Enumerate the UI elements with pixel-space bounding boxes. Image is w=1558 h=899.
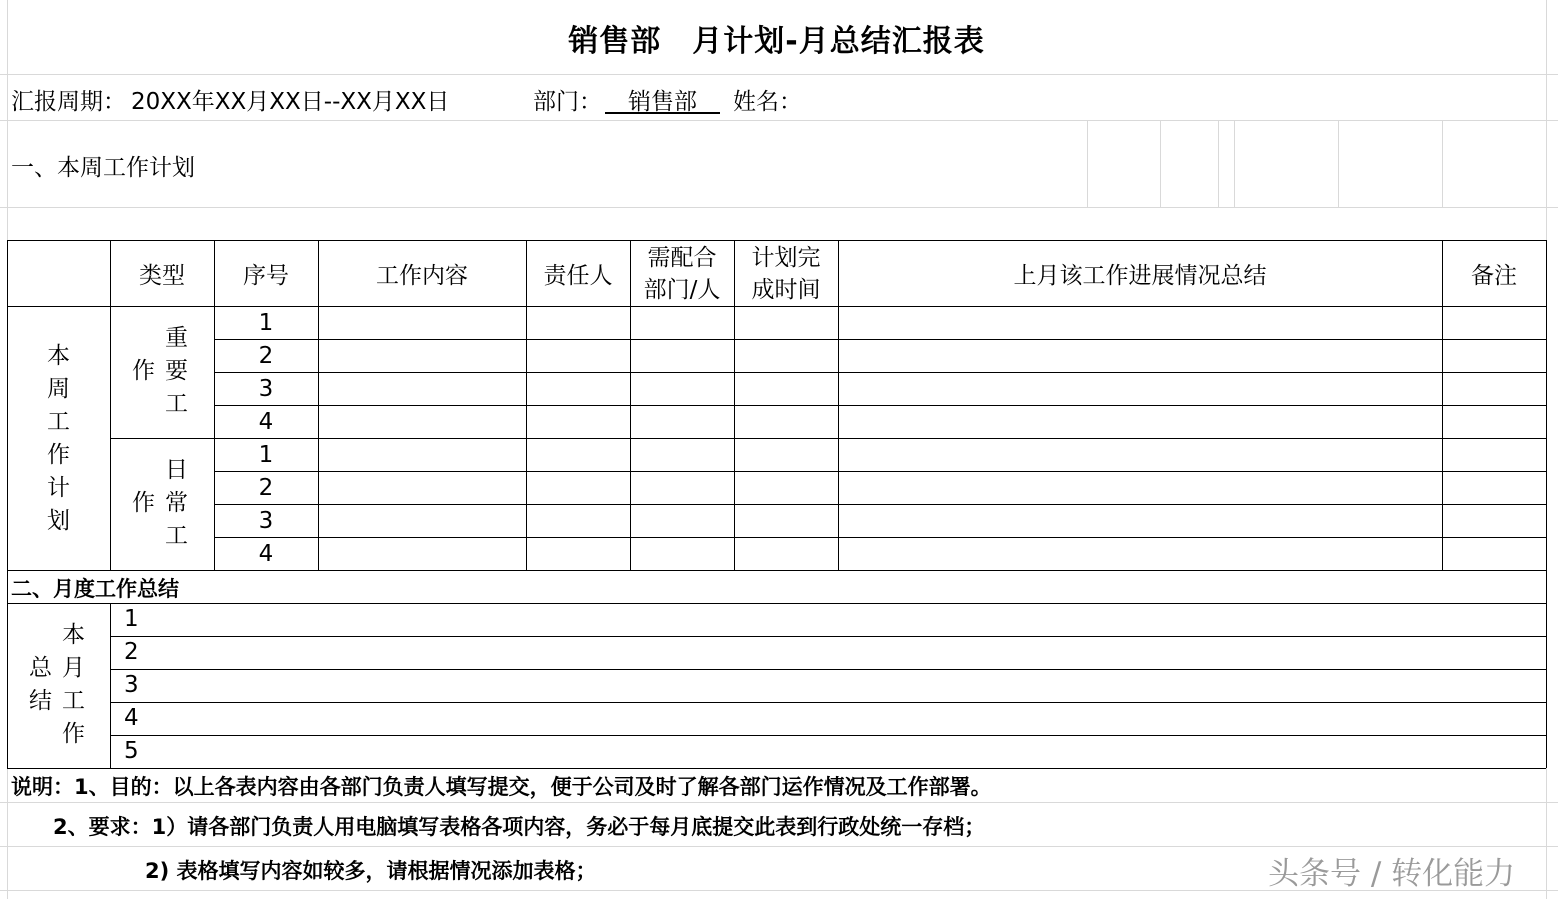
plan-row-number: 4 bbox=[258, 409, 274, 435]
daily-work-char: 工 bbox=[165, 523, 188, 549]
summary-row-number: 1 bbox=[124, 606, 139, 632]
section2-title: 二、月度工作总结 bbox=[11, 577, 179, 601]
important-work-col2 bbox=[165, 322, 188, 421]
monthly-summary-char: 作 bbox=[62, 721, 85, 747]
summary-row-number: 3 bbox=[124, 672, 139, 698]
plan-row-number: 3 bbox=[258, 508, 274, 534]
header-cooperation bbox=[630, 241, 734, 306]
important-work-char: 工 bbox=[165, 391, 188, 417]
name-label: 姓名： bbox=[733, 89, 802, 115]
weekly-plan-char: 工 bbox=[47, 408, 70, 435]
plan-row-number: 3 bbox=[258, 376, 274, 402]
important-work-char: 要 bbox=[165, 358, 188, 384]
monthly-summary-char: 总 bbox=[29, 655, 52, 681]
note-line-1: 说明：1、目的：以上各表内容由各部门负责人填写提交，便于公司及时了解各部门运作情况及工作部署。 bbox=[11, 775, 992, 799]
header-plan-time bbox=[734, 241, 838, 306]
header-plan-time-line1: 计划完 bbox=[751, 244, 821, 271]
important-work-char: 作 bbox=[132, 358, 155, 384]
important-work-char: 重 bbox=[165, 325, 188, 351]
weekly-plan-char: 周 bbox=[47, 375, 70, 402]
weekly-plan-char: 作 bbox=[47, 441, 70, 468]
period-label: 汇报周期： bbox=[11, 89, 126, 115]
weekly-plan-char: 划 bbox=[47, 507, 70, 534]
header-last-month: 上月该工作进展情况总结 bbox=[1013, 263, 1267, 289]
header-cooperation-line1: 需配合 bbox=[647, 244, 717, 271]
summary-row-number: 5 bbox=[124, 738, 139, 764]
plan-row-number: 4 bbox=[258, 541, 274, 567]
department-value: 销售部 bbox=[605, 89, 720, 115]
monthly-summary-char: 工 bbox=[62, 688, 85, 714]
header-owner: 责任人 bbox=[543, 263, 613, 289]
monthly-summary-label bbox=[7, 604, 110, 768]
weekly-plan-char: 计 bbox=[47, 474, 70, 501]
note-line-2: 2、要求：1）请各部门负责人用电脑填写表格各项内容，务必于每月底提交此表到行政处统一存档； bbox=[53, 815, 986, 839]
header-content: 工作内容 bbox=[376, 263, 468, 289]
plan-row-number: 1 bbox=[258, 442, 274, 468]
plan-row-number: 1 bbox=[258, 310, 274, 336]
plan-row-number: 2 bbox=[258, 343, 274, 369]
plan-row-number: 2 bbox=[258, 475, 274, 501]
summary-row-number: 2 bbox=[124, 639, 139, 665]
daily-work-label bbox=[110, 439, 214, 570]
header-plan-time-line2: 成时间 bbox=[751, 276, 821, 303]
important-work-label bbox=[110, 307, 214, 438]
period-value: 20XX年XX月XX日--XX月XX日 bbox=[131, 89, 450, 115]
header-remark: 备注 bbox=[1471, 263, 1517, 289]
monthly-summary-col1 bbox=[29, 652, 52, 718]
header-seq: 序号 bbox=[243, 263, 289, 289]
section1-title: 一、本周工作计划 bbox=[11, 155, 195, 181]
monthly-summary-char: 月 bbox=[62, 655, 85, 681]
monthly-summary-char: 本 bbox=[62, 622, 85, 648]
weekly-plan-char: 本 bbox=[47, 342, 70, 369]
daily-work-char: 日 bbox=[165, 457, 188, 483]
note-line-3: 2) 表格填写内容如较多，请根据情况添加表格； bbox=[145, 859, 597, 883]
daily-work-char: 常 bbox=[165, 490, 188, 516]
summary-row-number: 4 bbox=[124, 705, 139, 731]
monthly-summary-char: 结 bbox=[29, 688, 52, 714]
weekly-plan-label bbox=[7, 307, 110, 570]
header-type: 类型 bbox=[139, 263, 185, 289]
header-cooperation-line2: 部门/人 bbox=[643, 276, 721, 303]
report-title: 销售部 月计划-月总结汇报表 bbox=[568, 24, 985, 59]
daily-work-col2 bbox=[165, 454, 188, 553]
watermark: 头条号 / 转化能力 bbox=[1268, 856, 1516, 892]
daily-work-char: 作 bbox=[132, 490, 155, 516]
department-label: 部门： bbox=[533, 89, 602, 115]
monthly-summary-col2 bbox=[62, 619, 85, 751]
